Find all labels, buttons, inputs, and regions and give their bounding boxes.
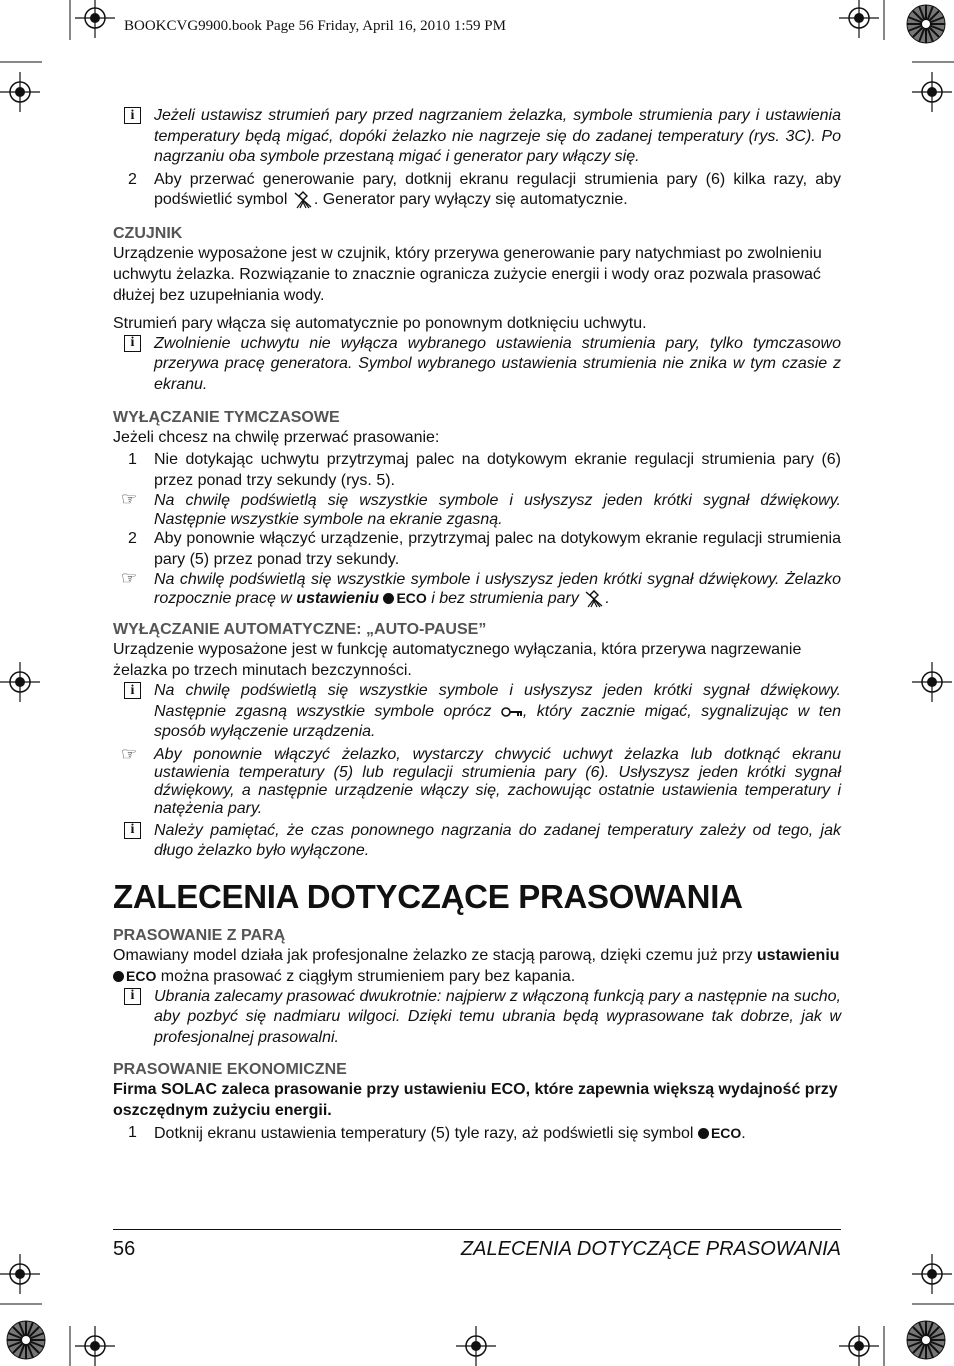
eco-dot-icon: [383, 593, 394, 604]
section-title-czujnik: CZUJNIK: [113, 224, 183, 242]
section-title-auto: WYŁĄCZANIE AUTOMATYCZNE: „AUTO-PAUSE”: [113, 621, 487, 639]
registration-mark-icon: [912, 1254, 952, 1294]
info-icon: i: [124, 822, 141, 839]
info-icon: i: [124, 335, 141, 352]
step-pause-1: 1 Nie dotykając uchwytu przytrzymaj palec na dotykowym ekranie regulacji strumienia pary (6) przez ponad trzy sekundy (rys. 5).: [128, 451, 841, 489]
registration-mark-icon: [0, 1254, 40, 1294]
no-steam-icon: [292, 190, 314, 210]
section-title-pause: WYŁĄCZANIE TYMCZASOWE: [113, 409, 340, 427]
footer-divider: [113, 1229, 841, 1230]
info-icon: i: [124, 682, 141, 699]
hand-pointer-icon: ☞: [121, 743, 138, 764]
note-heating: i Jeżeli ustawisz strumień pary przed nagrzaniem żelazka, symbole strumienia pary i ustawienia temperatury będą migać, dopóki żelazko nie nagrzeje się do zadanej temperatury (rys. 3C). Po nagrzaniu oba symbole przestaną migać i generator pary włączy się.: [113, 106, 841, 168]
note-sensor: i Zwolnienie uchwytu nie wyłącza wybranego ustawienia strumienia pary, tylko tymczasowo przerywa pracę generatora. Symbol wybranego ustawienia strumienia nie znika w tym czasie z ekranu.: [113, 334, 841, 396]
eco-symbol: ECO: [383, 590, 426, 606]
step-stop-steam: 2 Aby przerwać generowanie pary, dotknij ekranu regulacji strumienia pary (6) kilka razy, aby podświetlić symbol . Generator pary wyłączy się automatycznie.: [128, 170, 841, 209]
no-steam-icon: [583, 589, 605, 609]
paragraph: Jeżeli chcesz na chwilę przerwać prasowanie:: [113, 429, 440, 447]
registration-mark-icon: [456, 1326, 496, 1366]
color-wheel-icon: [7, 1321, 45, 1359]
page-number: 56: [113, 1238, 136, 1260]
registration-mark-icon: [912, 72, 952, 112]
hand-note-auto: ☞ Aby ponownie włączyć żelazko, wystarczy chwycić uchwyt żelazka lub dotknąć ekranu ustawienia temperatury (5) lub regulacji strumienia pary (6). Usłyszysz jeden krótki sygnał dźwiękowy, a następnie urządzenie włączy się, zachowując ostatnie ustawienia temperatury i natężenia pary.: [121, 743, 841, 817]
info-icon: i: [124, 107, 141, 124]
registration-mark-icon: [0, 72, 40, 112]
paragraph: Omawiany model działa jak profesjonalne żelazko ze stacją parową, dzięki czemu już przy ustawieniu ECO można prasować z ciągłym strumieniem pary bez kapania.: [113, 946, 840, 985]
hand-pointer-icon: ☞: [121, 489, 138, 510]
registration-mark-icon: [912, 662, 952, 702]
eco-symbol: ECO: [698, 1125, 741, 1141]
note-steam: i Ubrania zalecamy prasować dwukrotnie: najpierw z włączoną funkcją pary a następnie na sucho, aby pozbyć się nadmiaru wilgoci. Dzięki temu ubrania będą wyprasowane tak dobrze, jak w profesjonalnej prasowalni.: [113, 987, 841, 1049]
registration-mark-icon: [75, 1326, 115, 1366]
paragraph: Urządzenie wyposażone jest w czujnik, który przerywa generowanie pary natychmiast po zwolnieniu uchwytu żelazka. Rozwiązanie to znacznie ogranicza zużycie energii i wody oraz pozwala prasować dłużej bez uzupełniania wody.: [113, 244, 822, 304]
step-pause-2: 2 Aby ponownie włączyć urządzenie, przytrzymaj palec na dotykowym ekranie regulacji strumienia pary (5) przez ponad trzy sekundy.: [128, 530, 841, 568]
eco-symbol: ECO: [113, 968, 156, 984]
page-content: [113, 106, 841, 1145]
footer-title: ZALECENIA DOTYCZĄCE PRASOWANIA: [460, 1238, 841, 1260]
key-icon: [501, 705, 523, 719]
registration-mark-icon: [0, 662, 40, 702]
registration-mark-icon: [839, 1326, 879, 1366]
note-auto-2: i Należy pamiętać, że czas ponownego nagrzania do zadanej temperatury zależy od tego, jak długo żelazko było wyłączone.: [113, 821, 841, 862]
hand-note-pause-1: ☞ Na chwilę podświetlą się wszystkie symbole i usłyszysz jeden krótki sygnał dźwiękowy. Następnie wszystkie symbole na ekranie zgasną.: [121, 489, 841, 529]
color-wheel-icon: [907, 5, 945, 43]
paragraph: Firma SOLAC zaleca prasowanie przy ustawieniu ECO, które zapewnia większą wydajność przy oszczędnym zużyciu energii.: [113, 1081, 838, 1120]
print-header: BOOKCVG9900.book Page 56 Friday, April 16, 2010 1:59 PM: [124, 18, 506, 34]
note-auto-1: i Na chwilę podświetlą się wszystkie symbole i usłyszysz jeden krótki sygnał dźwiękowy. Następnie zgasną wszystkie symbole oprócz , który zacznie migać, sygnalizując w ten sposób wyłączenie urządzenia.: [113, 681, 841, 743]
hand-pointer-icon: ☞: [121, 568, 138, 589]
hand-note-pause-2: ☞ Na chwilę podświetlą się wszystkie symbole i usłyszysz jeden krótki sygnał dźwiękowy. Żelazko rozpocznie pracę w ustawieniu ECO i bez strumienia pary .: [121, 568, 841, 608]
section-title-steam: PRASOWANIE Z PARĄ: [113, 926, 286, 944]
step-eco-1: 1 Dotknij ekranu ustawienia temperatury (5) tyle razy, aż podświetli się symbol ECO.: [128, 1124, 746, 1143]
info-icon: i: [124, 988, 141, 1005]
registration-mark-icon: [839, 0, 879, 38]
paragraph: Urządzenie wyposażone jest w funkcję automatycznego wyłączania, która przerywa nagrzewanie żelazka po trzech minutach bezczynności.: [113, 641, 802, 680]
color-wheel-icon: [907, 1321, 945, 1359]
paragraph: Strumień pary włącza się automatycznie po ponownym dotknięciu uchwytu.: [113, 314, 647, 332]
eco-dot-icon: [698, 1128, 709, 1139]
chapter-title: ZALECENIA DOTYCZĄCE PRASOWANIA: [113, 877, 743, 915]
section-title-eco: PRASOWANIE EKONOMICZNE: [113, 1061, 347, 1079]
eco-dot-icon: [113, 971, 124, 982]
registration-mark-icon: [75, 0, 115, 38]
